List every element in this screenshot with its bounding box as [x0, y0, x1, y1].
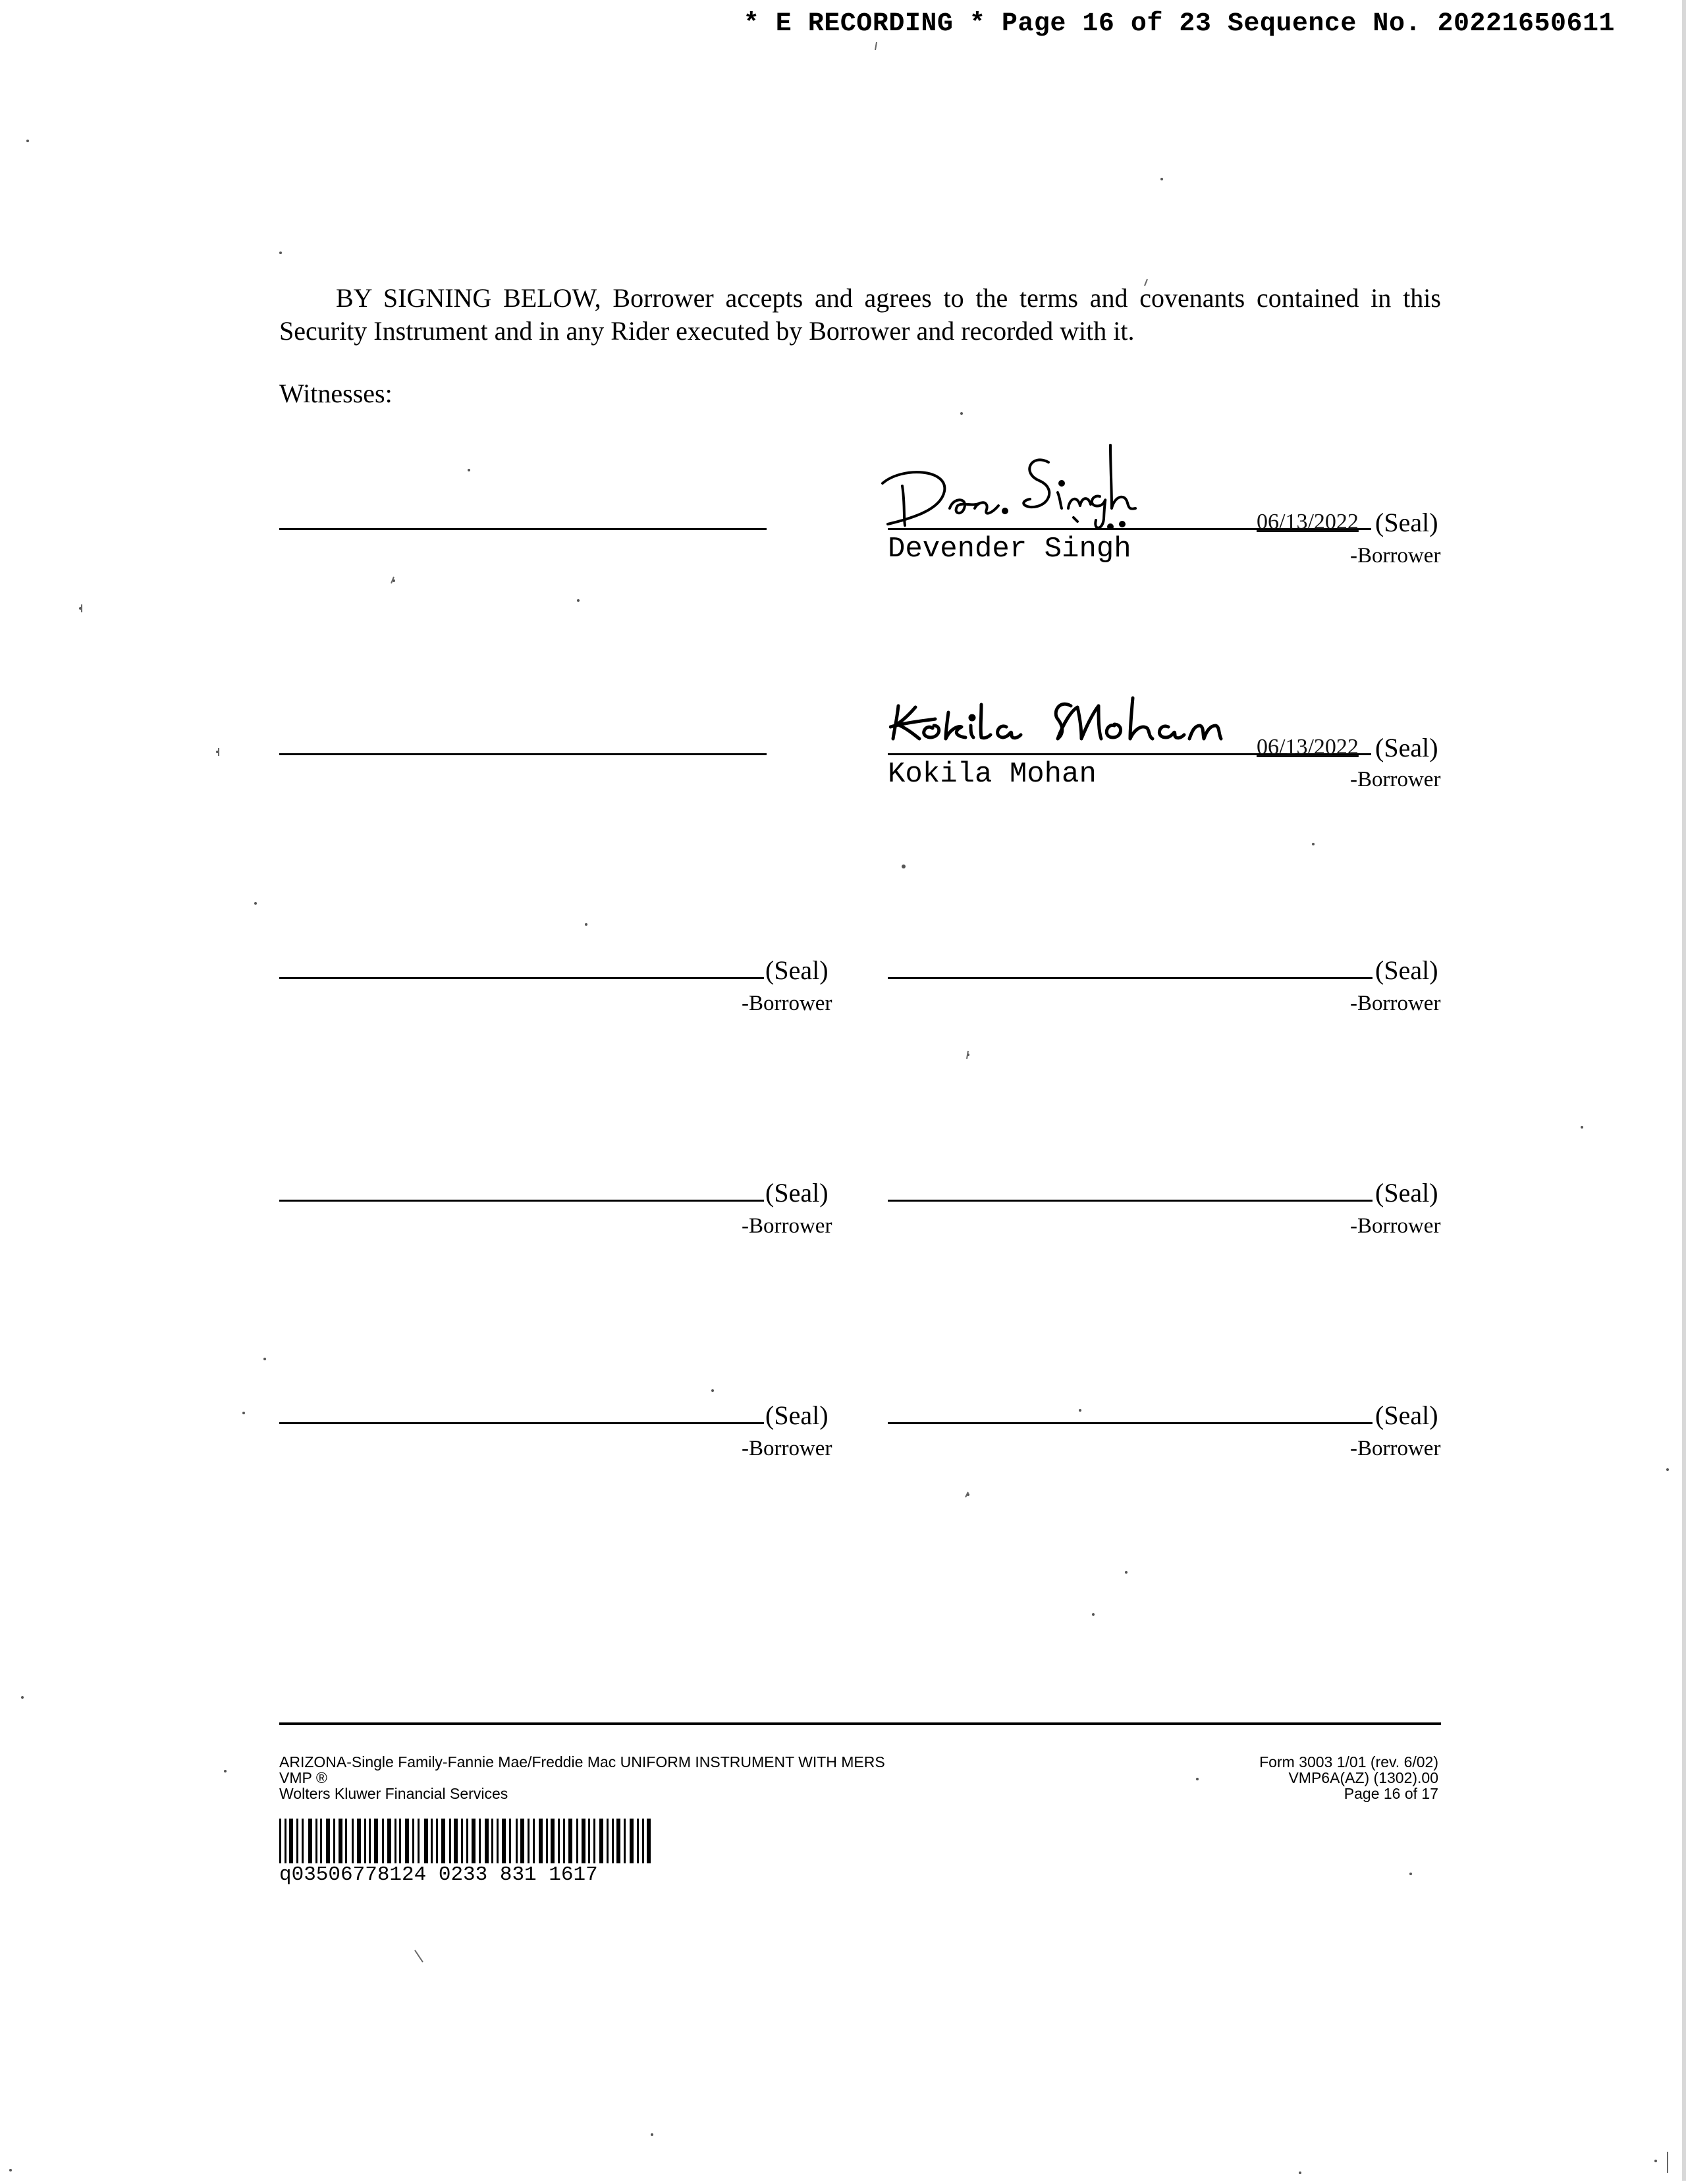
barcode-bar: [315, 1819, 317, 1863]
barcode-bar: [302, 1819, 304, 1863]
borrower-label-5-right: -Borrower: [1350, 1437, 1441, 1460]
seal-label-5-right: (Seal): [1375, 1400, 1438, 1430]
footer-vmp-mark: VMP ®: [279, 1769, 327, 1786]
signer-name-devender-singh: Devender Singh: [888, 533, 1131, 566]
barcode-bar: [382, 1819, 384, 1863]
barcode-bar: [369, 1819, 371, 1863]
barcode-bar: [637, 1819, 639, 1863]
borrower-line-4-right: [888, 1200, 1373, 1202]
footer-form-title: ARIZONA-Single Family-Fannie Mae/Freddie Mac UNIFORM INSTRUMENT WITH MERS: [279, 1753, 885, 1771]
barcode-bar: [279, 1819, 281, 1863]
barcode-bar: [593, 1819, 595, 1863]
barcode-bar: [630, 1819, 634, 1863]
barcode-bar: [520, 1819, 524, 1863]
barcode-bar: [374, 1819, 378, 1863]
borrower-label-devender-singh: -Borrower: [1350, 544, 1441, 568]
barcode-bar: [588, 1819, 590, 1863]
seal-label-3-right: (Seal): [1375, 955, 1438, 985]
barcode-bar: [352, 1819, 354, 1863]
barcode-bar: [528, 1819, 530, 1863]
signing-statement: BY SIGNING BELOW, Borrower accepts and agrees to the terms and covenants contained in this Security Instrument and in any Rider executed by Borrower and recorded with it.: [279, 283, 1441, 346]
barcode-bar: [485, 1819, 489, 1863]
seal-label-4-left: (Seal): [765, 1178, 829, 1208]
barcode-bar: [461, 1819, 463, 1863]
barcode-number: q03506778124 0233 831 1617: [279, 1863, 598, 1886]
barcode-bar: [296, 1819, 298, 1863]
barcode-bar: [339, 1819, 342, 1863]
barcode-bar: [582, 1819, 585, 1863]
barcode-bar: [563, 1819, 565, 1863]
barcode-bar: [405, 1819, 409, 1863]
signer-name-kokila-mohan: Kokila Mohan: [888, 758, 1097, 791]
barcode-bar: [479, 1819, 481, 1863]
barcode-bar: [516, 1819, 518, 1863]
barcode-bar: [345, 1819, 347, 1863]
barcode-bar: [424, 1819, 428, 1863]
witness-line-2: [279, 753, 767, 755]
borrower-line-3-right: [888, 977, 1373, 979]
barcode-bar: [509, 1819, 511, 1863]
borrower-label-3-right: -Borrower: [1350, 992, 1441, 1015]
borrower-line-5-left: [279, 1422, 764, 1424]
barcode-bar: [607, 1819, 609, 1863]
barcode-bar: [533, 1819, 535, 1863]
seal-label-kokila-mohan: (Seal): [1375, 733, 1438, 762]
signature-date-devender-singh: 06/13/2022: [1257, 510, 1359, 534]
barcode-bar: [431, 1819, 433, 1863]
borrower-line-5-right: [888, 1422, 1373, 1424]
borrower-label-4-right: -Borrower: [1350, 1214, 1441, 1238]
signature-date-kokila-mohan: 06/13/2022: [1257, 735, 1359, 759]
barcode-bar: [539, 1819, 543, 1863]
signature-devender-singh: [876, 440, 1153, 542]
barcode-bar: [320, 1819, 322, 1863]
barcode-bar: [599, 1819, 603, 1863]
barcode-bar: [364, 1819, 366, 1863]
borrower-label-4-left: -Borrower: [742, 1214, 832, 1238]
seal-label-3-left: (Seal): [765, 955, 829, 985]
barcode-bar: [441, 1819, 445, 1863]
footer-form-id: Form 3003 1/01 (rev. 6/02): [1259, 1753, 1438, 1771]
barcode-bar: [616, 1819, 620, 1863]
witnesses-label: Witnesses:: [279, 379, 393, 408]
barcode-bar: [466, 1819, 468, 1863]
barcode-bar: [394, 1819, 396, 1863]
barcode-bar: [357, 1819, 361, 1863]
barcode-bar: [497, 1819, 499, 1863]
barcode-bar: [399, 1819, 401, 1863]
barcode-bar: [333, 1819, 335, 1863]
barcode-bar: [387, 1819, 391, 1863]
barcode-bar: [558, 1819, 560, 1863]
barcode: [279, 1819, 734, 1867]
barcode-bar: [454, 1819, 458, 1863]
barcode-bar: [502, 1819, 506, 1863]
barcode-bar: [472, 1819, 476, 1863]
barcode-bar: [326, 1819, 330, 1863]
barcode-bar: [624, 1819, 626, 1863]
barcode-bar: [491, 1819, 493, 1863]
seal-label-5-left: (Seal): [765, 1400, 829, 1430]
barcode-bar: [576, 1819, 578, 1863]
footer-form-number: [1259, 1754, 1438, 1801]
barcode-bar: [568, 1819, 572, 1863]
barcode-bar: [551, 1819, 555, 1863]
barcode-bar: [642, 1819, 644, 1863]
borrower-label-kokila-mohan: -Borrower: [1350, 768, 1441, 791]
seal-label-devender-singh: (Seal): [1375, 508, 1438, 537]
barcode-bar: [546, 1819, 548, 1863]
borrower-line-4-left: [279, 1200, 764, 1202]
witness-line-1: [279, 528, 767, 530]
barcode-bar: [285, 1819, 286, 1863]
barcode-bar: [436, 1819, 438, 1863]
borrower-label-5-left: -Borrower: [742, 1437, 832, 1460]
barcode-bar: [412, 1819, 414, 1863]
barcode-bar: [612, 1819, 614, 1863]
barcode-bar: [449, 1819, 451, 1863]
footer-vmp-code: VMP6A(AZ) (1302).00: [1288, 1769, 1438, 1786]
borrower-line-3-left: [279, 977, 764, 979]
barcode-bar: [418, 1819, 420, 1863]
borrower-label-3-left: -Borrower: [742, 992, 832, 1015]
footer-page-number: Page 16 of 17: [1344, 1785, 1438, 1802]
barcode-bar: [308, 1819, 312, 1863]
barcode-bar: [647, 1819, 651, 1863]
footer-form-info: [279, 1754, 885, 1801]
seal-label-4-right: (Seal): [1375, 1178, 1438, 1208]
signature-kokila-mohan: [889, 693, 1245, 749]
footer-publisher: Wolters Kluwer Financial Services: [279, 1785, 508, 1802]
recording-header: * E RECORDING * Page 16 of 23 Sequence No. 20221650611: [743, 9, 1615, 39]
barcode-bar: [289, 1819, 293, 1863]
footer-rule: [279, 1722, 1441, 1725]
